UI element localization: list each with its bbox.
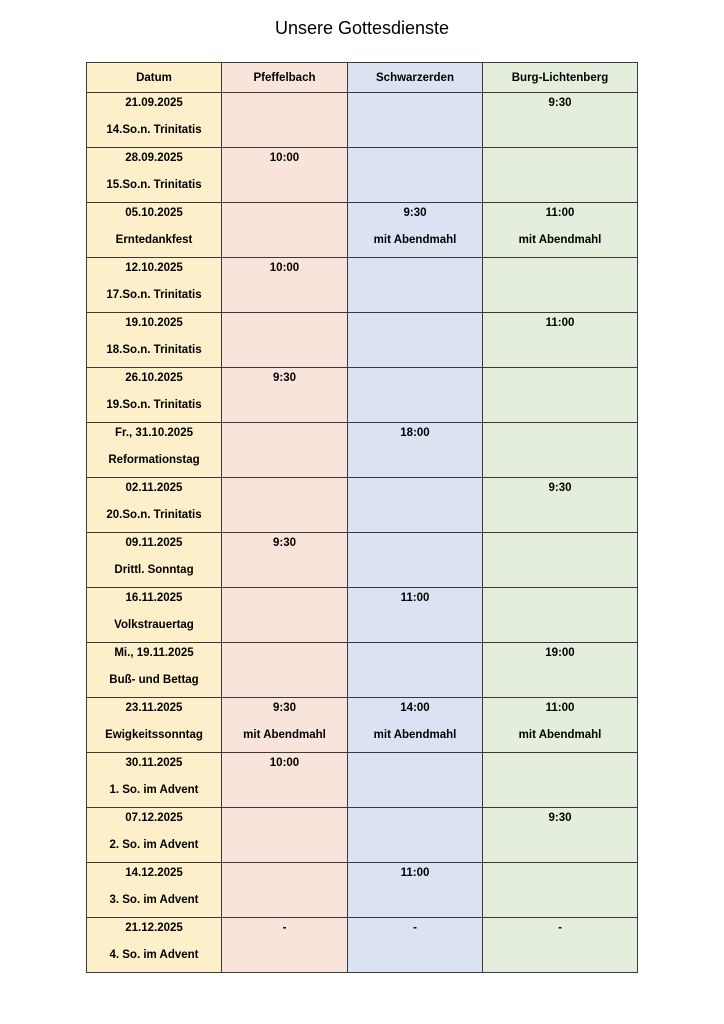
schwarzerden-cell-line1 xyxy=(348,258,482,275)
pfeffelbach-cell xyxy=(222,863,348,918)
table-row xyxy=(87,918,638,973)
schwarzerden-cell-line2 xyxy=(348,178,482,192)
date-cell-line2: Drittl. Sonntag xyxy=(114,564,194,576)
burg-lichtenberg-cell-line1: 11:00 xyxy=(545,317,575,329)
pfeffelbach-cell xyxy=(222,258,348,313)
header-pfeffelbach: Pfeffelbach xyxy=(222,63,348,93)
date-cell-line2: 18.So.n. Trinitatis xyxy=(106,344,202,356)
burg-lichtenberg-cell xyxy=(483,258,638,313)
burg-lichtenberg-cell-line2: mit Abendmahl xyxy=(518,729,602,741)
pfeffelbach-cell-line1: 9:30 xyxy=(272,537,297,549)
pfeffelbach-cell xyxy=(222,753,348,808)
schedule-body xyxy=(87,93,638,973)
schwarzerden-cell-line1: 14:00 xyxy=(400,702,430,714)
table-row xyxy=(87,588,638,643)
page-title: Unsere Gottesdienste xyxy=(274,18,450,38)
date-cell xyxy=(87,918,222,973)
burg-lichtenberg-cell-line2 xyxy=(483,783,637,797)
pfeffelbach-cell-line2 xyxy=(222,838,347,852)
date-cell-line2: 2. So. im Advent xyxy=(109,839,199,851)
table-row xyxy=(87,753,638,808)
pfeffelbach-cell-line2 xyxy=(222,343,347,357)
date-cell-line2: 14.So.n. Trinitatis xyxy=(106,124,202,136)
burg-lichtenberg-cell-line1 xyxy=(483,368,637,385)
schwarzerden-cell xyxy=(348,808,483,863)
burg-lichtenberg-cell-line1: 11:00 xyxy=(545,702,575,714)
header-schwarzerden: Schwarzerden xyxy=(348,63,483,93)
pfeffelbach-cell xyxy=(222,368,348,423)
date-cell xyxy=(87,643,222,698)
burg-lichtenberg-cell-line1 xyxy=(483,533,637,550)
table-row xyxy=(87,643,638,698)
pfeffelbach-cell xyxy=(222,148,348,203)
burg-lichtenberg-cell xyxy=(483,423,638,478)
schwarzerden-cell xyxy=(348,423,483,478)
pfeffelbach-cell-line1 xyxy=(222,478,347,495)
table-row xyxy=(87,368,638,423)
schwarzerden-cell-line1 xyxy=(348,148,482,165)
schwarzerden-cell-line1 xyxy=(348,313,482,330)
schwarzerden-cell xyxy=(348,588,483,643)
pfeffelbach-cell-line2 xyxy=(222,948,347,962)
pfeffelbach-cell-line1 xyxy=(222,863,347,880)
schwarzerden-cell xyxy=(348,753,483,808)
burg-lichtenberg-cell-line2 xyxy=(483,838,637,852)
pfeffelbach-cell-line1 xyxy=(222,588,347,605)
schwarzerden-cell-line2 xyxy=(348,288,482,302)
date-cell xyxy=(87,148,222,203)
pfeffelbach-cell-line1: 10:00 xyxy=(269,152,300,164)
schwarzerden-cell-line1 xyxy=(348,478,482,495)
pfeffelbach-cell xyxy=(222,93,348,148)
burg-lichtenberg-cell-line1 xyxy=(483,148,637,165)
burg-lichtenberg-cell-line2 xyxy=(483,178,637,192)
date-cell-line2: 20.So.n. Trinitatis xyxy=(106,509,202,521)
header-datum: Datum xyxy=(87,63,222,93)
schwarzerden-cell xyxy=(348,698,483,753)
schwarzerden-cell-line1: 11:00 xyxy=(400,867,430,879)
table-row xyxy=(87,808,638,863)
schwarzerden-cell-line1 xyxy=(348,533,482,550)
date-cell xyxy=(87,753,222,808)
date-cell xyxy=(87,533,222,588)
burg-lichtenberg-cell-line2 xyxy=(483,508,637,522)
date-cell-line2: Ewigkeitssonntag xyxy=(105,729,203,741)
schwarzerden-cell-line2: mit Abendmahl xyxy=(373,234,457,246)
table-row xyxy=(87,313,638,368)
pfeffelbach-cell-line2: mit Abendmahl xyxy=(243,729,326,741)
burg-lichtenberg-cell xyxy=(483,588,638,643)
date-cell-line1: 12.10.2025 xyxy=(125,262,183,274)
burg-lichtenberg-cell-line2 xyxy=(483,343,637,357)
pfeffelbach-cell xyxy=(222,918,348,973)
burg-lichtenberg-cell xyxy=(483,698,638,753)
burg-lichtenberg-cell xyxy=(483,808,638,863)
schwarzerden-cell xyxy=(348,258,483,313)
burg-lichtenberg-cell-line2 xyxy=(483,948,637,962)
schwarzerden-cell-line2 xyxy=(348,783,482,797)
pfeffelbach-cell-line2 xyxy=(222,893,347,907)
date-cell xyxy=(87,423,222,478)
burg-lichtenberg-cell-line1 xyxy=(483,588,637,605)
date-cell-line2: 3. So. im Advent xyxy=(109,894,199,906)
pfeffelbach-cell xyxy=(222,643,348,698)
table-row xyxy=(87,423,638,478)
date-cell-line1: 21.09.2025 xyxy=(125,97,183,109)
burg-lichtenberg-cell xyxy=(483,368,638,423)
burg-lichtenberg-cell-line1 xyxy=(483,423,637,440)
pfeffelbach-cell xyxy=(222,423,348,478)
schwarzerden-cell xyxy=(348,203,483,258)
header-burg-lichtenberg: Burg-Lichtenberg xyxy=(483,63,638,93)
burg-lichtenberg-cell xyxy=(483,313,638,368)
date-cell xyxy=(87,313,222,368)
burg-lichtenberg-cell-line2 xyxy=(483,123,637,137)
schwarzerden-cell xyxy=(348,368,483,423)
date-cell xyxy=(87,808,222,863)
burg-lichtenberg-cell-line1: 19:00 xyxy=(545,647,575,659)
table-row xyxy=(87,203,638,258)
schwarzerden-cell-line1: 18:00 xyxy=(400,427,430,439)
pfeffelbach-cell xyxy=(222,533,348,588)
schwarzerden-cell-line2 xyxy=(348,123,482,137)
date-cell xyxy=(87,203,222,258)
pfeffelbach-cell-line2 xyxy=(222,288,347,302)
pfeffelbach-cell-line1 xyxy=(222,808,347,825)
pfeffelbach-cell-line1 xyxy=(222,203,347,220)
date-cell-line1: 28.09.2025 xyxy=(125,152,183,164)
burg-lichtenberg-cell-line1 xyxy=(483,258,637,275)
date-cell-line2: 15.So.n. Trinitatis xyxy=(106,179,202,191)
burg-lichtenberg-cell-line1: 9:30 xyxy=(548,812,572,824)
date-cell-line1: 05.10.2025 xyxy=(125,207,183,219)
schwarzerden-cell-line1 xyxy=(348,368,482,385)
date-cell-line2: Reformationstag xyxy=(108,454,200,466)
burg-lichtenberg-cell-line1: 11:00 xyxy=(545,207,575,219)
burg-lichtenberg-cell-line2 xyxy=(483,398,637,412)
pfeffelbach-cell xyxy=(222,808,348,863)
pfeffelbach-cell xyxy=(222,588,348,643)
schwarzerden-cell xyxy=(348,93,483,148)
burg-lichtenberg-cell-line2 xyxy=(483,453,637,467)
date-cell xyxy=(87,258,222,313)
schwarzerden-cell-line1: - xyxy=(413,922,417,934)
date-cell-line1: 16.11.2025 xyxy=(125,592,183,604)
date-cell xyxy=(87,588,222,643)
pfeffelbach-cell-line2 xyxy=(222,233,347,247)
date-cell xyxy=(87,698,222,753)
burg-lichtenberg-cell-line2 xyxy=(483,288,637,302)
pfeffelbach-cell xyxy=(222,478,348,533)
pfeffelbach-cell-line1 xyxy=(222,313,347,330)
burg-lichtenberg-cell-line2: mit Abendmahl xyxy=(518,234,602,246)
burg-lichtenberg-cell-line1: 9:30 xyxy=(548,482,572,494)
pfeffelbach-cell-line1: 10:00 xyxy=(269,262,300,274)
schwarzerden-cell xyxy=(348,863,483,918)
table-row xyxy=(87,93,638,148)
pfeffelbach-cell-line2 xyxy=(222,508,347,522)
pfeffelbach-cell-line1: 9:30 xyxy=(272,372,297,384)
pfeffelbach-cell-line2 xyxy=(222,783,347,797)
burg-lichtenberg-cell xyxy=(483,478,638,533)
schwarzerden-cell xyxy=(348,313,483,368)
schwarzerden-cell-line2: mit Abendmahl xyxy=(373,729,457,741)
schwarzerden-cell-line2 xyxy=(348,563,482,577)
date-cell-line1: 26.10.2025 xyxy=(125,372,183,384)
date-cell-line1: 30.11.2025 xyxy=(125,757,183,769)
burg-lichtenberg-cell-line2 xyxy=(483,618,637,632)
burg-lichtenberg-cell xyxy=(483,918,638,973)
date-cell-line1: Fr., 31.10.2025 xyxy=(114,427,193,439)
table-row xyxy=(87,258,638,313)
pfeffelbach-cell xyxy=(222,698,348,753)
pfeffelbach-cell-line1 xyxy=(222,643,347,660)
pfeffelbach-cell-line1: 10:00 xyxy=(269,757,300,769)
schwarzerden-cell-line2 xyxy=(348,948,482,962)
schwarzerden-cell-line2 xyxy=(348,893,482,907)
date-cell xyxy=(87,93,222,148)
schwarzerden-cell xyxy=(348,148,483,203)
date-cell-line1: 14.12.2025 xyxy=(125,867,183,879)
pfeffelbach-cell xyxy=(222,203,348,258)
table-row xyxy=(87,698,638,753)
service-schedule-table xyxy=(86,62,638,973)
burg-lichtenberg-cell xyxy=(483,148,638,203)
date-cell-line1: 02.11.2025 xyxy=(125,482,183,494)
schwarzerden-cell-line2 xyxy=(348,838,482,852)
burg-lichtenberg-cell-line2 xyxy=(483,563,637,577)
pfeffelbach-cell-line2 xyxy=(222,563,347,577)
schwarzerden-cell-line2 xyxy=(348,618,482,632)
schwarzerden-cell-line2 xyxy=(348,673,482,687)
burg-lichtenberg-cell-line2 xyxy=(483,673,637,687)
burg-lichtenberg-cell-line1 xyxy=(483,863,637,880)
table-row xyxy=(87,148,638,203)
schwarzerden-cell-line2 xyxy=(348,343,482,357)
date-cell-line1: 21.12.2025 xyxy=(125,922,183,934)
date-cell-line2: Volkstrauertag xyxy=(114,619,194,631)
pfeffelbach-cell-line1: 9:30 xyxy=(272,702,297,714)
table-row xyxy=(87,863,638,918)
pfeffelbach-cell-line2 xyxy=(222,453,347,467)
date-cell xyxy=(87,478,222,533)
pfeffelbach-cell-line2 xyxy=(222,673,347,687)
pfeffelbach-cell-line1 xyxy=(222,423,347,440)
header-row xyxy=(87,63,638,93)
schwarzerden-cell xyxy=(348,918,483,973)
pfeffelbach-cell-line2 xyxy=(222,398,347,412)
pfeffelbach-cell-line1: - xyxy=(282,922,287,934)
schwarzerden-cell-line2 xyxy=(348,398,482,412)
pfeffelbach-cell xyxy=(222,313,348,368)
date-cell-line2: 19.So.n. Trinitatis xyxy=(106,399,202,411)
burg-lichtenberg-cell-line1: - xyxy=(558,922,562,934)
date-cell-line1: 07.12.2025 xyxy=(125,812,183,824)
table-row xyxy=(87,533,638,588)
burg-lichtenberg-cell xyxy=(483,533,638,588)
pfeffelbach-cell-line2 xyxy=(222,618,347,632)
burg-lichtenberg-cell xyxy=(483,643,638,698)
burg-lichtenberg-cell xyxy=(483,203,638,258)
burg-lichtenberg-cell xyxy=(483,753,638,808)
date-cell-line1: 19.10.2025 xyxy=(125,317,183,329)
date-cell-line2: Erntedankfest xyxy=(115,234,193,246)
schwarzerden-cell-line1: 11:00 xyxy=(400,592,430,604)
schwarzerden-cell-line1 xyxy=(348,643,482,660)
date-cell-line1: Mi., 19.11.2025 xyxy=(114,647,194,659)
burg-lichtenberg-cell-line2 xyxy=(483,893,637,907)
schwarzerden-cell-line1: 9:30 xyxy=(403,207,427,219)
schwarzerden-cell-line1 xyxy=(348,93,482,110)
date-cell xyxy=(87,368,222,423)
date-cell-line2: 4. So. im Advent xyxy=(109,949,199,961)
date-cell-line2: Buß- und Bettag xyxy=(109,674,199,686)
table-row xyxy=(87,478,638,533)
burg-lichtenberg-cell xyxy=(483,863,638,918)
date-cell-line1: 23.11.2025 xyxy=(125,702,183,714)
schwarzerden-cell-line1 xyxy=(348,808,482,825)
date-cell-line2: 17.So.n. Trinitatis xyxy=(106,289,202,301)
burg-lichtenberg-cell-line1: 9:30 xyxy=(548,97,572,109)
schwarzerden-cell xyxy=(348,643,483,698)
burg-lichtenberg-cell-line1 xyxy=(483,753,637,770)
pfeffelbach-cell-line2 xyxy=(222,178,347,192)
schwarzerden-cell-line1 xyxy=(348,753,482,770)
schwarzerden-cell-line2 xyxy=(348,453,482,467)
date-cell-line2: 1. So. im Advent xyxy=(109,784,199,796)
burg-lichtenberg-cell xyxy=(483,93,638,148)
schwarzerden-cell xyxy=(348,478,483,533)
pfeffelbach-cell-line2 xyxy=(222,123,347,137)
date-cell-line1: 09.11.2025 xyxy=(125,537,183,549)
date-cell xyxy=(87,863,222,918)
pfeffelbach-cell-line1 xyxy=(222,93,347,110)
schwarzerden-cell-line2 xyxy=(348,508,482,522)
schwarzerden-cell xyxy=(348,533,483,588)
